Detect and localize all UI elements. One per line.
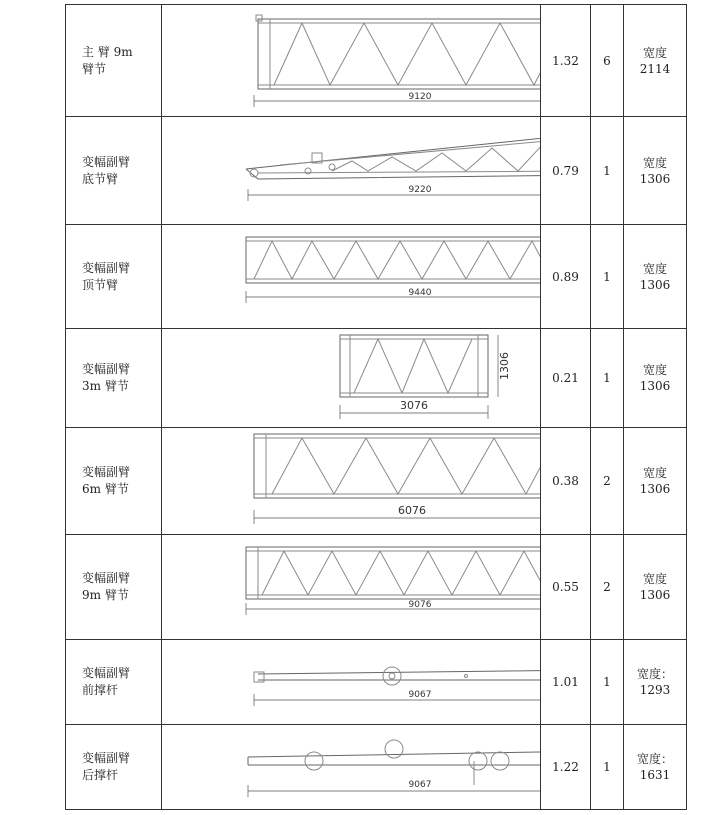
table-row [66,640,687,725]
table-row [66,725,687,810]
length-dimension: 3076 [400,399,428,412]
name-line-1: 变幅副臂 [82,571,131,585]
name-line-2: 3m 臂节 [82,379,129,393]
width-note [624,117,687,225]
component-drawing [162,640,541,725]
length-dimension: 9120 [408,92,432,102]
quantity-cell: 1 [591,117,624,225]
table-row [66,5,687,117]
component-drawing [162,5,541,117]
table-row [66,329,687,428]
name-line-2: 后撑杆 [82,768,119,782]
name-line-2: 臂节 [82,61,107,76]
component-table [65,4,687,810]
name-line-2: 底节臂 [82,171,119,186]
weight-cell: 1.32 [541,5,591,117]
name-line-1: 变幅副臂 [82,362,131,376]
note-value: 1306 [639,171,671,186]
length-dimension: 6076 [398,504,426,517]
note-label: 宽度 [642,155,667,170]
weight-cell: 0.55 [541,535,591,640]
note-value: 1306 [639,482,671,496]
note-value: 1631 [639,768,671,782]
table-row [66,535,687,640]
weight-cell: 1.22 [541,725,591,810]
component-name [66,225,162,329]
note-label: 宽度 [642,572,667,586]
note-label: 宽度 [642,45,667,60]
name-line-2: 9m 臂节 [82,588,129,602]
jib-base-section-drawing [162,117,540,224]
component-drawing [162,117,541,225]
width-note [624,428,687,535]
weight-cell: 0.89 [541,225,591,329]
note-label: 宽度： [636,667,673,681]
component-name [66,428,162,535]
length-dimension: 9067 [408,690,432,700]
component-name [66,117,162,225]
main-boom-9m-drawing [162,5,540,116]
quantity-cell: 1 [591,725,624,810]
table-row [66,117,687,225]
name-line-1: 变幅副臂 [82,260,131,275]
name-line-2: 6m 臂节 [82,482,129,496]
length-dimension: 9220 [408,185,432,195]
note-value: 2114 [639,61,671,76]
name-line-1: 变幅副臂 [82,666,131,680]
component-drawing [162,225,541,329]
jib-9m-section-drawing [162,535,540,639]
component-name [66,640,162,725]
component-name [66,725,162,810]
quantity-cell: 2 [591,535,624,640]
jib-top-section-drawing [162,225,540,328]
component-name [66,5,162,117]
component-drawing [162,535,541,640]
note-label: 宽度 [642,363,667,377]
width-note [624,5,687,117]
rear-strut-drawing [162,725,540,809]
component-name [66,535,162,640]
name-line-2: 前撑杆 [82,683,119,697]
weight-cell: 0.79 [541,117,591,225]
name-line-1: 主 臂 9m [82,44,133,59]
length-dimension: 9076 [408,600,432,610]
weight-cell: 0.38 [541,428,591,535]
quantity-cell: 2 [591,428,624,535]
component-drawing [162,725,541,810]
name-line-2: 顶节臂 [82,277,119,292]
width-note [624,535,687,640]
quantity-cell: 1 [591,225,624,329]
table-row [66,428,687,535]
note-value: 1293 [639,683,671,697]
name-line-1: 变幅副臂 [82,751,131,765]
note-value: 1306 [639,379,671,393]
note-value: 1306 [639,588,671,602]
length-dimension: 9440 [408,288,432,298]
name-line-1: 变幅副臂 [82,465,131,479]
note-label: 宽度： [636,752,673,766]
quantity-cell: 1 [591,640,624,725]
jib-3m-section-drawing [162,329,540,427]
component-drawing [162,329,541,428]
quantity-cell: 1 [591,329,624,428]
note-label: 宽度 [642,261,667,276]
component-drawing [162,428,541,535]
table-row [66,225,687,329]
width-note [624,640,687,725]
width-note [624,329,687,428]
note-label: 宽度 [642,466,667,480]
name-line-1: 变幅副臂 [82,154,131,169]
front-strut-drawing [162,640,540,724]
jib-6m-section-drawing [162,428,540,534]
component-name [66,329,162,428]
note-value: 1306 [639,277,671,292]
width-note [624,725,687,810]
height-dimension: 1306 [498,352,511,380]
weight-cell: 0.21 [541,329,591,428]
quantity-cell: 6 [591,5,624,117]
width-note [624,225,687,329]
weight-cell: 1.01 [541,640,591,725]
length-dimension: 9067 [408,780,432,790]
